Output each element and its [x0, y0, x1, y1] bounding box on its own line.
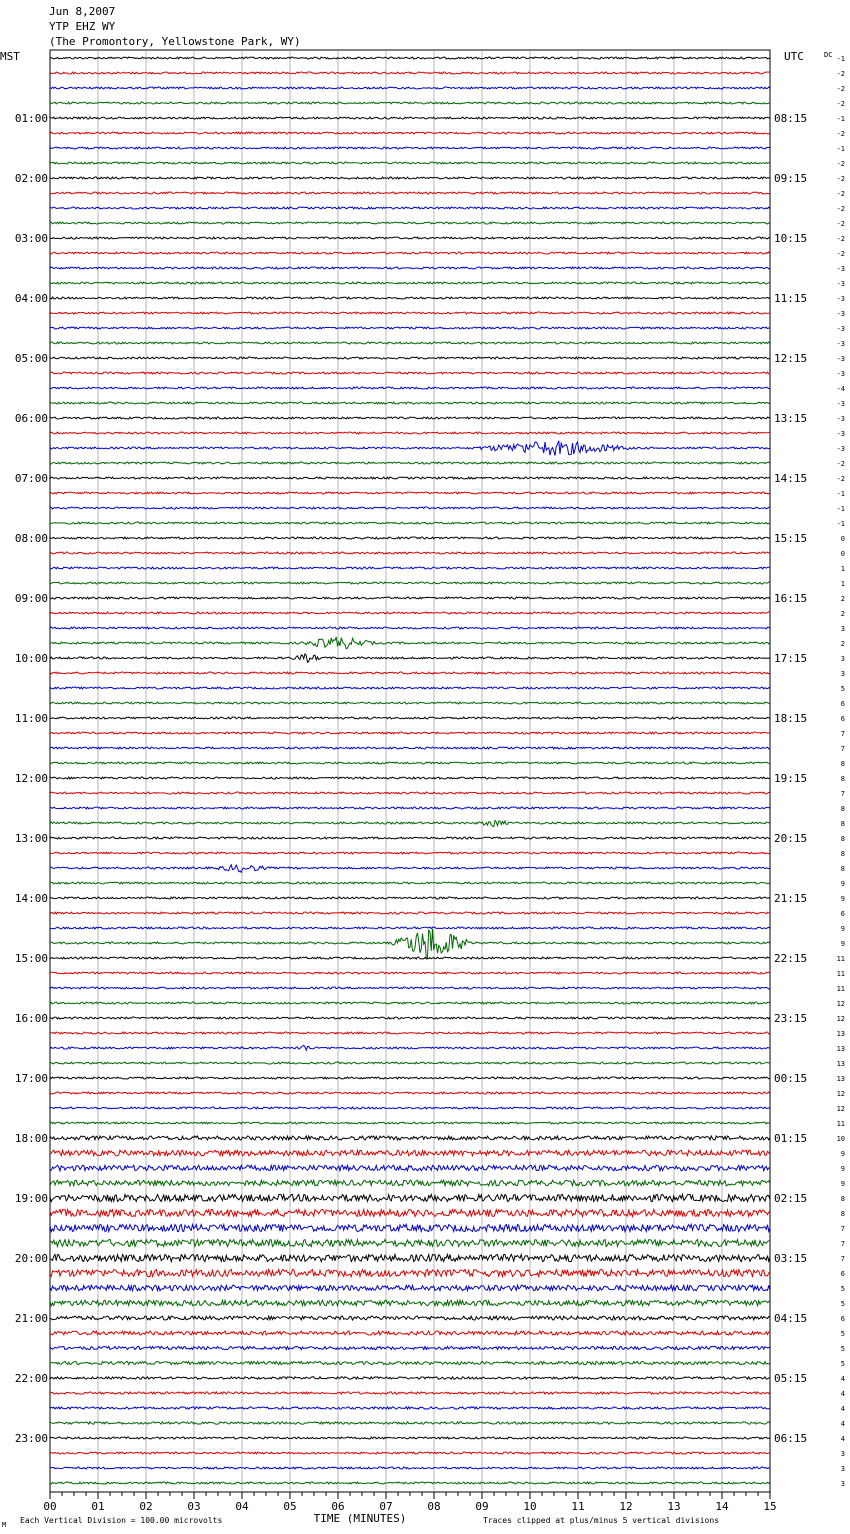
- seismic-trace: [50, 1331, 770, 1335]
- dc-offset-value: 1: [840, 580, 845, 588]
- mst-hour-label: 09:00: [14, 592, 48, 605]
- seismic-trace: [50, 87, 770, 89]
- dc-offset-value: 13: [836, 1030, 845, 1038]
- dc-offset-value: 12: [836, 1090, 845, 1098]
- seismic-trace: [50, 837, 770, 839]
- dc-offset-value: 11: [836, 1120, 845, 1128]
- seismic-trace: [50, 132, 770, 134]
- utc-hour-label: 08:15: [774, 112, 808, 125]
- seismic-trace: [50, 637, 770, 649]
- utc-hour-label: 09:15: [774, 172, 808, 185]
- mst-hour-label: 13:00: [14, 832, 48, 845]
- dc-offset-value: -2: [836, 85, 845, 93]
- seismic-trace: [50, 777, 770, 779]
- dc-offset-value: 3: [840, 655, 845, 663]
- seismic-trace: [50, 1002, 770, 1004]
- seismic-trace: [50, 1180, 770, 1186]
- dc-offset-value: -3: [836, 355, 845, 363]
- utc-hour-label: 02:15: [774, 1192, 808, 1205]
- dc-offset-value: 9: [840, 1150, 845, 1158]
- seismic-trace: [50, 612, 770, 614]
- utc-hour-label: 20:15: [774, 832, 808, 845]
- seismic-trace: [50, 1422, 770, 1424]
- dc-offset-value: -3: [836, 400, 845, 408]
- seismic-trace: [50, 117, 770, 119]
- mst-hour-label: 21:00: [14, 1312, 48, 1325]
- dc-offset-value: -1: [836, 490, 845, 498]
- x-tick-label: 03: [187, 1500, 201, 1513]
- dc-offset-value: 7: [840, 745, 845, 753]
- seismic-trace: [50, 537, 770, 539]
- dc-offset-value: 3: [840, 625, 845, 633]
- seismic-trace: [50, 267, 770, 269]
- dc-offset-value: 1: [840, 565, 845, 573]
- dc-offset-value: 8: [840, 1210, 845, 1218]
- seismic-trace: [50, 552, 770, 554]
- dc-offset-value: 8: [840, 820, 845, 828]
- seismic-trace: [50, 820, 770, 826]
- utc-hour-label: 18:15: [774, 712, 808, 725]
- dc-offset-value: 4: [840, 1375, 845, 1383]
- seismic-trace: [50, 1346, 770, 1349]
- x-axis-title: TIME (MINUTES): [313, 1512, 407, 1525]
- mst-hour-label: 19:00: [14, 1192, 48, 1205]
- plot-date: Jun 8,2007: [49, 5, 116, 18]
- utc-hour-label: 05:15: [774, 1372, 808, 1385]
- dc-offset-value: 8: [840, 835, 845, 843]
- seismic-trace: [50, 672, 770, 674]
- dc-offset-value: -2: [836, 70, 845, 78]
- dc-offset-value: 7: [840, 1225, 845, 1233]
- mst-hour-label: 12:00: [14, 772, 48, 785]
- seismic-trace: [50, 177, 770, 179]
- x-tick-label: 01: [91, 1500, 105, 1513]
- dc-offset-value: 9: [840, 1180, 845, 1188]
- seismic-trace: [50, 627, 770, 629]
- dc-offset-value: 12: [836, 1015, 845, 1023]
- seismic-trace: [50, 72, 770, 74]
- station-location: (The Promontory, Yellowstone Park, WY): [49, 35, 301, 48]
- seismic-trace: [50, 987, 770, 989]
- seismic-trace: [50, 492, 770, 494]
- dc-offset-value: 5: [840, 1345, 845, 1353]
- plot-frame: [50, 50, 770, 1492]
- seismic-trace: [50, 567, 770, 569]
- x-tick-label: 08: [427, 1500, 441, 1513]
- seismic-trace: [50, 762, 770, 764]
- x-tick-label: 06: [331, 1500, 345, 1513]
- seismic-trace: [50, 507, 770, 509]
- dc-offset-value: -1: [836, 520, 845, 528]
- seismic-trace: [50, 865, 770, 873]
- dc-offset-value: 9: [840, 1165, 845, 1173]
- dc-offset-value: -2: [836, 235, 845, 243]
- seismic-trace: [50, 462, 770, 464]
- seismic-trace: [50, 1224, 770, 1231]
- seismic-trace: [50, 912, 770, 914]
- seismic-trace: [50, 312, 770, 314]
- seismic-trace: [50, 192, 770, 194]
- dc-offset-value: 2: [840, 640, 845, 648]
- dc-offset-value: 9: [840, 925, 845, 933]
- dc-offset-value: 5: [840, 1300, 845, 1308]
- dc-offset-value: -2: [836, 460, 845, 468]
- seismic-trace: [50, 1150, 770, 1156]
- dc-offset-value: -3: [836, 295, 845, 303]
- seismic-trace: [50, 687, 770, 689]
- x-tick-label: 02: [139, 1500, 153, 1513]
- utc-hour-label: 16:15: [774, 592, 808, 605]
- seismic-trace: [50, 654, 770, 662]
- seismic-trace: [50, 717, 770, 719]
- seismic-trace: [50, 702, 770, 704]
- dc-offset-value: 13: [836, 1060, 845, 1068]
- dc-offset-value: 2: [840, 610, 845, 618]
- dc-offset-value: -3: [836, 370, 845, 378]
- mst-hour-label: 15:00: [14, 952, 48, 965]
- dc-offset-value: 4: [840, 1390, 845, 1398]
- seismic-trace: [50, 432, 770, 434]
- utc-hour-label: 17:15: [774, 652, 808, 665]
- mst-hour-label: 11:00: [14, 712, 48, 725]
- seismic-trace: [50, 1165, 770, 1171]
- dc-label: DC: [824, 51, 833, 59]
- x-tick-label: 05: [283, 1500, 297, 1513]
- x-tick-label: 07: [379, 1500, 393, 1513]
- mst-hour-label: 07:00: [14, 472, 48, 485]
- seismic-trace: [50, 792, 770, 794]
- dc-offset-value: 6: [840, 1315, 845, 1323]
- mst-hour-label: 04:00: [14, 292, 48, 305]
- vertical-division-note: Each Vertical Division = 100.00 microvolts: [20, 1516, 223, 1525]
- seismic-trace: [50, 882, 770, 884]
- seismic-trace: [50, 929, 770, 958]
- dc-offset-value: 7: [840, 790, 845, 798]
- utc-hour-label: 11:15: [774, 292, 808, 305]
- seismic-trace: [50, 852, 770, 854]
- seismic-trace: [50, 1392, 770, 1394]
- utc-hour-label: 04:15: [774, 1312, 808, 1325]
- seismic-trace: [50, 477, 770, 479]
- mst-hour-label: 18:00: [14, 1132, 48, 1145]
- dc-offset-value: 3: [840, 1465, 845, 1473]
- seismic-trace: [50, 147, 770, 149]
- seismic-trace: [50, 282, 770, 284]
- dc-offset-value: -2: [836, 100, 845, 108]
- seismic-trace: [50, 1254, 770, 1261]
- dc-offset-value: -4: [836, 385, 845, 393]
- seismic-trace: [50, 747, 770, 749]
- mst-hour-label: 03:00: [14, 232, 48, 245]
- utc-hour-label: 14:15: [774, 472, 808, 485]
- mst-hour-label: 06:00: [14, 412, 48, 425]
- seismic-trace: [50, 1437, 770, 1439]
- dc-offset-value: 7: [840, 1240, 845, 1248]
- dc-offset-value: 5: [840, 1360, 845, 1368]
- dc-offset-value: -2: [836, 220, 845, 228]
- mst-hour-label: 05:00: [14, 352, 48, 365]
- seismic-trace: [50, 441, 770, 456]
- seismic-trace: [50, 387, 770, 389]
- seismic-trace: [50, 1316, 770, 1320]
- seismic-trace: [50, 1092, 770, 1094]
- dc-offset-value: -3: [836, 265, 845, 273]
- seismic-trace: [50, 582, 770, 584]
- dc-offset-value: -2: [836, 475, 845, 483]
- dc-offset-value: 10: [836, 1135, 845, 1143]
- mst-hour-label: 22:00: [14, 1372, 48, 1385]
- x-tick-label: 00: [43, 1500, 57, 1513]
- utc-hour-label: 19:15: [774, 772, 808, 785]
- mst-hour-label: 01:00: [14, 112, 48, 125]
- dc-offset-value: -2: [836, 175, 845, 183]
- seismic-trace: [50, 732, 770, 734]
- dc-offset-value: -3: [836, 310, 845, 318]
- x-tick-label: 04: [235, 1500, 249, 1513]
- dc-offset-value: 6: [840, 715, 845, 723]
- seismic-trace: [50, 1361, 770, 1364]
- utc-hour-label: 21:15: [774, 892, 808, 905]
- seismic-trace: [50, 1032, 770, 1034]
- utc-axis-label: UTC: [784, 50, 804, 63]
- dc-offset-value: 5: [840, 685, 845, 693]
- seismic-trace: [50, 372, 770, 374]
- seismic-trace: [50, 1194, 770, 1201]
- dc-offset-value: 9: [840, 895, 845, 903]
- mst-hour-label: 14:00: [14, 892, 48, 905]
- mst-hour-label: 17:00: [14, 1072, 48, 1085]
- dc-offset-value: -3: [836, 415, 845, 423]
- dc-offset-value: -3: [836, 325, 845, 333]
- seismic-trace: [50, 597, 770, 599]
- dc-offset-value: 5: [840, 1330, 845, 1338]
- dc-offset-value: 7: [840, 1255, 845, 1263]
- dc-offset-value: 9: [840, 880, 845, 888]
- seismic-trace: [50, 252, 770, 254]
- dc-offset-value: -1: [836, 505, 845, 513]
- seismic-trace: [50, 1077, 770, 1079]
- seismic-trace: [50, 1407, 770, 1409]
- seismic-trace: [50, 1467, 770, 1469]
- station-code: YTP EHZ WY: [49, 20, 116, 33]
- seismic-trace: [50, 1062, 770, 1064]
- utc-hour-label: 13:15: [774, 412, 808, 425]
- x-tick-label: 15: [763, 1500, 777, 1513]
- mst-hour-label: 10:00: [14, 652, 48, 665]
- dc-offset-value: 4: [840, 1420, 845, 1428]
- mst-axis-label: MST: [0, 50, 20, 63]
- seismic-trace: [50, 1285, 770, 1291]
- seismic-trace: [50, 357, 770, 359]
- dc-offset-value: -2: [836, 250, 845, 258]
- seismic-trace: [50, 972, 770, 974]
- seismic-trace: [50, 1107, 770, 1109]
- utc-hour-label: 23:15: [774, 1012, 808, 1025]
- dc-offset-value: 12: [836, 1105, 845, 1113]
- dc-offset-value: 8: [840, 1195, 845, 1203]
- seismic-trace: [50, 1269, 770, 1276]
- dc-offset-value: -3: [836, 340, 845, 348]
- seismic-trace: [50, 522, 770, 524]
- seismic-trace: [50, 1452, 770, 1454]
- dc-offset-value: -2: [836, 160, 845, 168]
- mst-hour-label: 08:00: [14, 532, 48, 545]
- seismic-trace: [50, 1209, 770, 1216]
- seismic-trace: [50, 342, 770, 344]
- seismic-trace: [50, 1136, 770, 1140]
- dc-offset-value: 8: [840, 805, 845, 813]
- seismic-trace: [50, 1017, 770, 1019]
- dc-offset-value: 11: [836, 955, 845, 963]
- seismic-trace: [50, 222, 770, 224]
- dc-offset-value: 0: [840, 550, 845, 558]
- dc-offset-value: 3: [840, 1450, 845, 1458]
- utc-hour-label: 15:15: [774, 532, 808, 545]
- dc-offset-value: 3: [840, 670, 845, 678]
- corner-mark: M: [2, 1521, 7, 1529]
- dc-offset-value: 9: [840, 940, 845, 948]
- x-tick-label: 14: [715, 1500, 729, 1513]
- seismic-trace: [50, 297, 770, 299]
- seismic-trace: [50, 1239, 770, 1246]
- dc-offset-value: 0: [840, 535, 845, 543]
- seismic-trace: [50, 207, 770, 209]
- dc-offset-value: -1: [836, 115, 845, 123]
- dc-offset-value: 2: [840, 595, 845, 603]
- dc-offset-value: 11: [836, 970, 845, 978]
- dc-offset-value: -3: [836, 280, 845, 288]
- mst-hour-label: 20:00: [14, 1252, 48, 1265]
- seismic-trace: [50, 957, 770, 959]
- seismic-trace: [50, 102, 770, 104]
- seismic-trace: [50, 417, 770, 419]
- utc-hour-label: 22:15: [774, 952, 808, 965]
- dc-offset-value: -1: [836, 145, 845, 153]
- dc-offset-value: 5: [840, 1285, 845, 1293]
- dc-offset-value: 8: [840, 865, 845, 873]
- utc-hour-label: 12:15: [774, 352, 808, 365]
- x-tick-label: 09: [475, 1500, 489, 1513]
- seismic-trace: [50, 237, 770, 239]
- dc-offset-value: 6: [840, 910, 845, 918]
- dc-offset-value: 7: [840, 730, 845, 738]
- utc-hour-label: 00:15: [774, 1072, 808, 1085]
- seismic-trace: [50, 402, 770, 404]
- seismic-trace: [50, 1377, 770, 1379]
- dc-offset-value: -1: [836, 55, 845, 63]
- dc-offset-value: -2: [836, 130, 845, 138]
- dc-offset-value: 6: [840, 1270, 845, 1278]
- x-tick-label: 11: [571, 1500, 585, 1513]
- seismic-trace: [50, 1482, 770, 1484]
- utc-hour-label: 03:15: [774, 1252, 808, 1265]
- x-tick-label: 13: [667, 1500, 681, 1513]
- dc-offset-value: -2: [836, 190, 845, 198]
- seismic-trace: [50, 1045, 770, 1050]
- utc-hour-label: 10:15: [774, 232, 808, 245]
- seismic-trace: [50, 927, 770, 929]
- seismic-trace: [50, 1300, 770, 1306]
- utc-hour-label: 06:15: [774, 1432, 808, 1445]
- dc-offset-value: -2: [836, 205, 845, 213]
- clipping-note: Traces clipped at plus/minus 5 vertical divisions: [483, 1516, 720, 1525]
- dc-offset-value: 4: [840, 1405, 845, 1413]
- seismic-trace: [50, 807, 770, 809]
- dc-offset-value: 3: [840, 1480, 845, 1488]
- seismic-trace: [50, 327, 770, 329]
- dc-offset-value: 13: [836, 1075, 845, 1083]
- dc-offset-value: -3: [836, 445, 845, 453]
- mst-hour-label: 02:00: [14, 172, 48, 185]
- dc-offset-value: -3: [836, 430, 845, 438]
- mst-hour-label: 16:00: [14, 1012, 48, 1025]
- dc-offset-value: 8: [840, 850, 845, 858]
- dc-offset-value: 8: [840, 760, 845, 768]
- dc-offset-value: 13: [836, 1045, 845, 1053]
- dc-offset-value: 6: [840, 700, 845, 708]
- seismic-trace: [50, 1122, 770, 1124]
- mst-hour-label: 23:00: [14, 1432, 48, 1445]
- utc-hour-label: 01:15: [774, 1132, 808, 1145]
- dc-offset-value: 8: [840, 775, 845, 783]
- dc-offset-value: 4: [840, 1435, 845, 1443]
- seismic-trace: [50, 162, 770, 164]
- x-tick-label: 10: [523, 1500, 537, 1513]
- dc-offset-value: 11: [836, 985, 845, 993]
- x-tick-label: 12: [619, 1500, 633, 1513]
- seismic-trace: [50, 897, 770, 899]
- seismic-trace: [50, 57, 770, 59]
- dc-offset-value: 12: [836, 1000, 845, 1008]
